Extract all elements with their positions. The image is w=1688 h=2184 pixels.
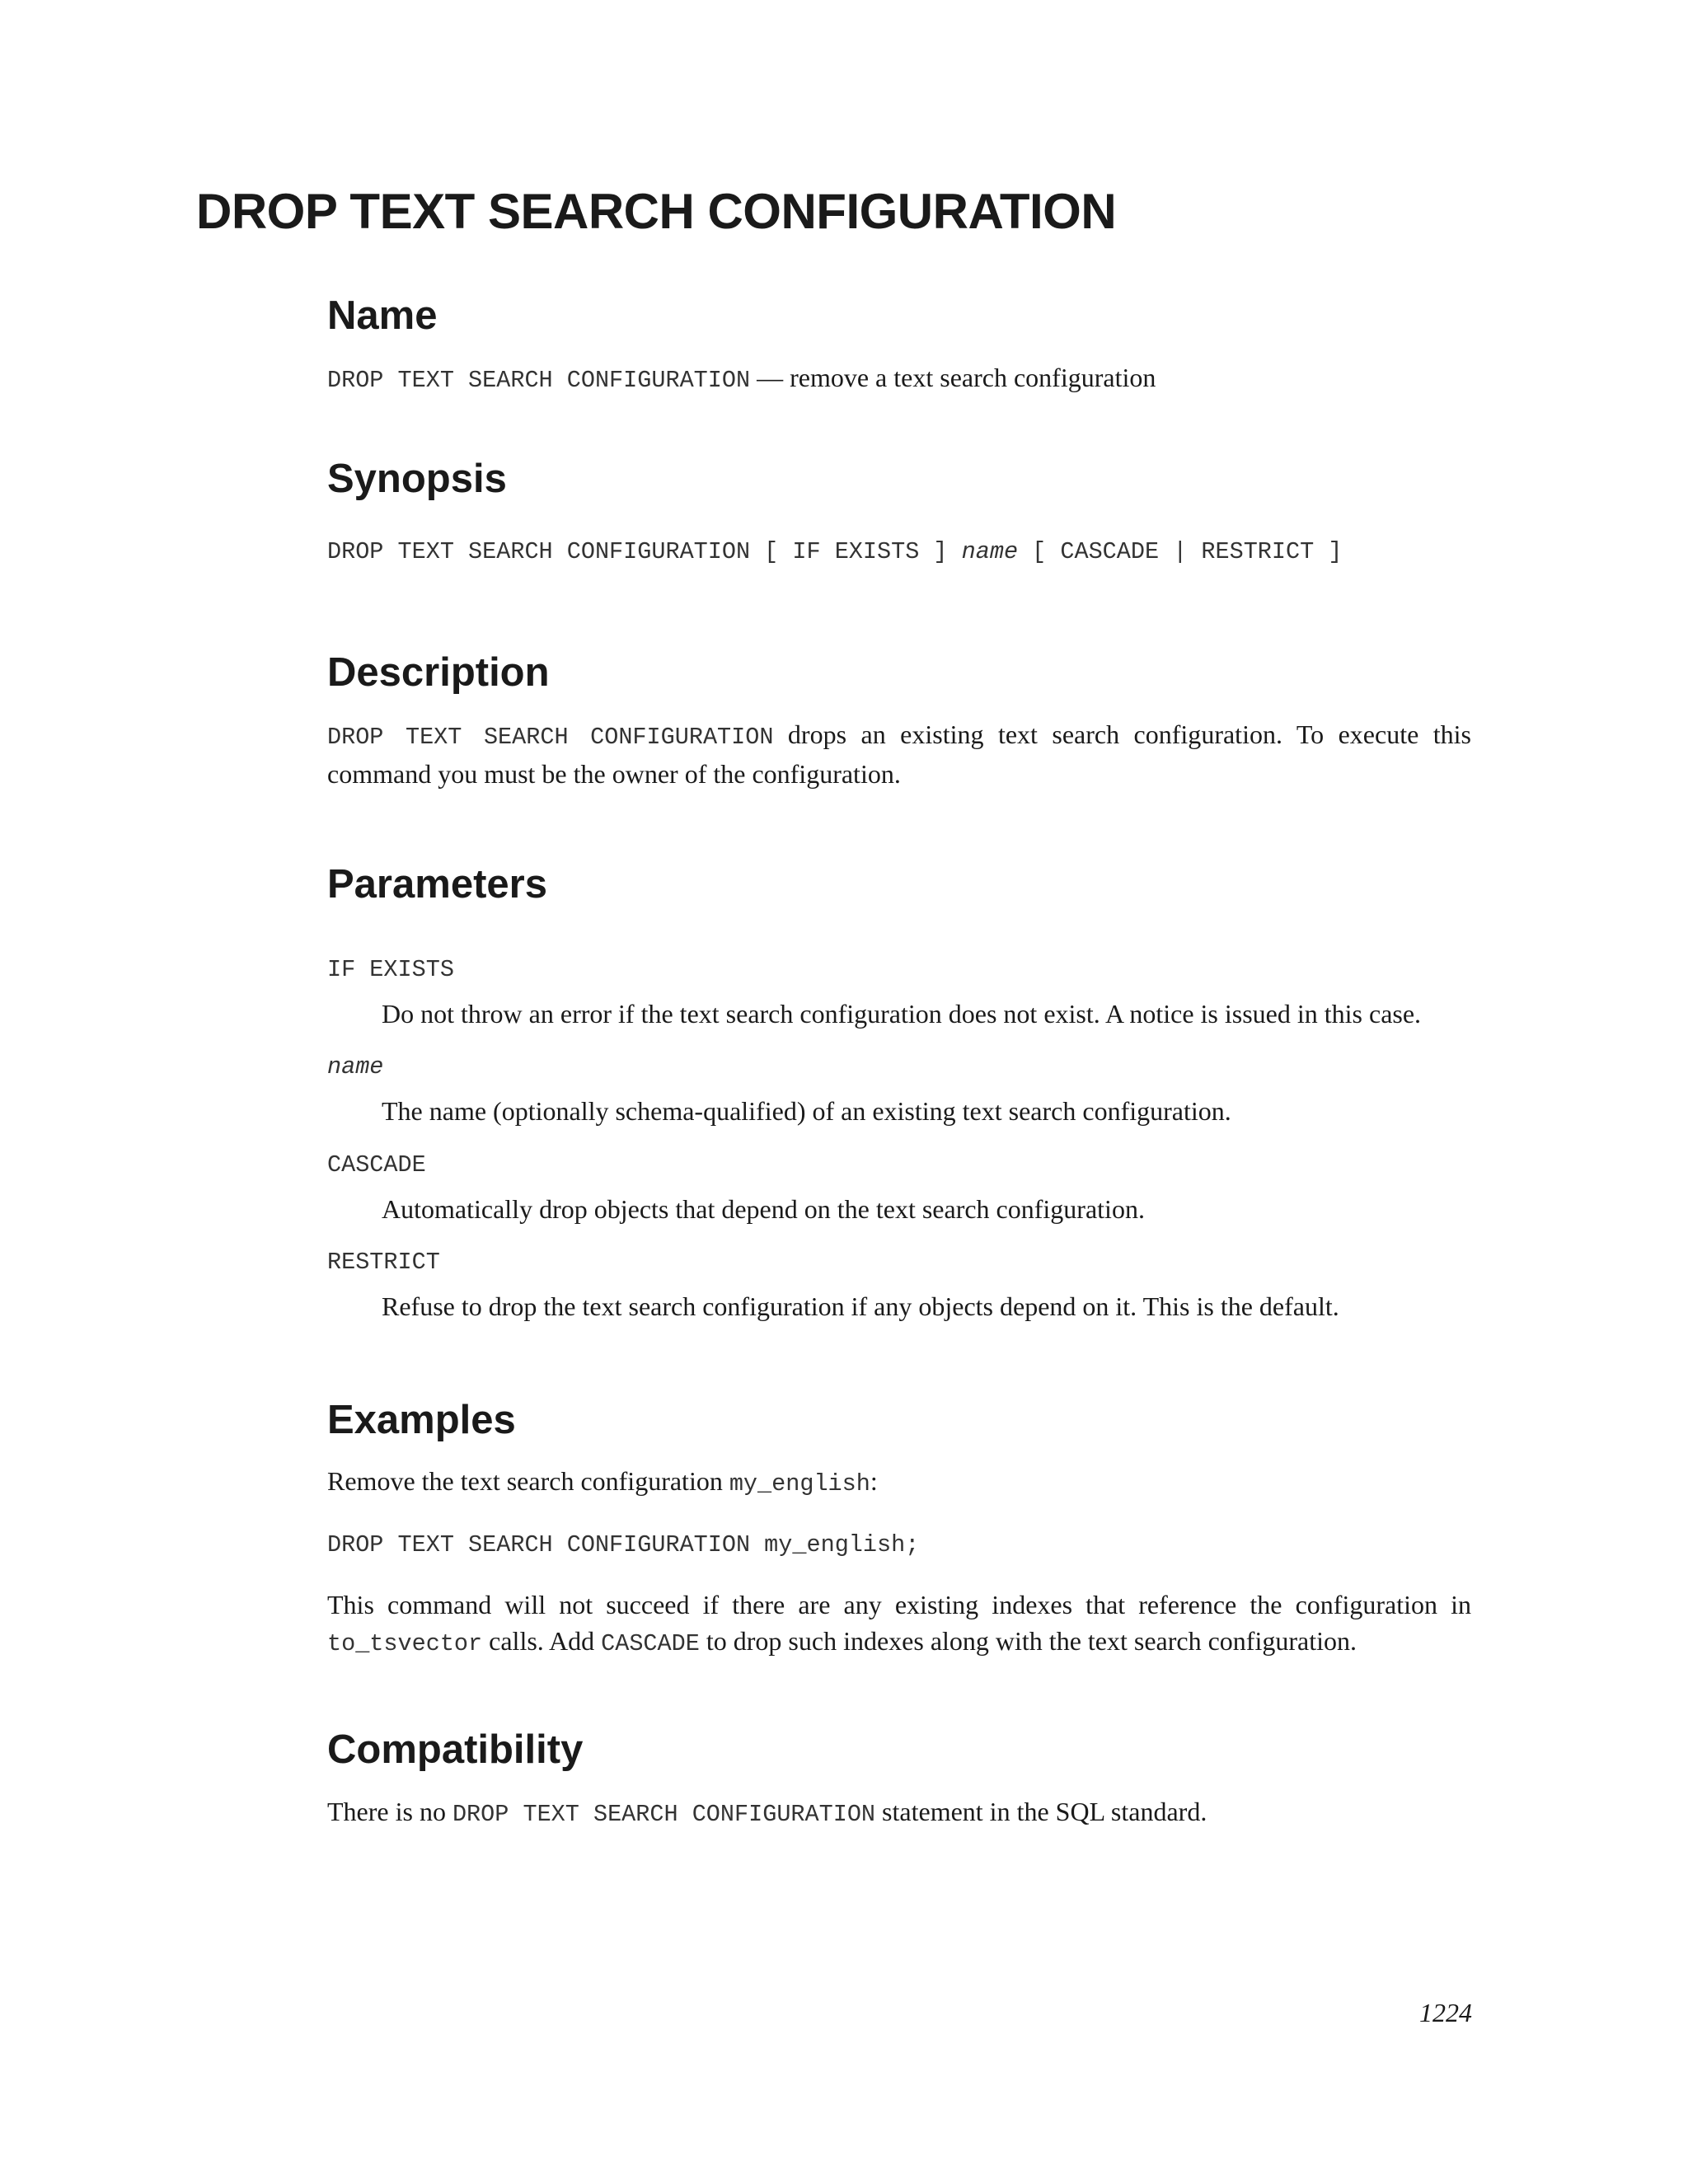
examples-note-a: This command will not succeed if there are any existing indexes that reference the configuration in: [327, 1590, 1471, 1619]
synopsis-part2: [ CASCADE | RESTRICT ]: [1018, 538, 1343, 565]
name-command: DROP TEXT SEARCH CONFIGURATION: [327, 367, 751, 394]
param-term-cascade: CASCADE: [327, 1151, 426, 1179]
synopsis-code: [327, 534, 1471, 570]
examples-note-c: to drop such indexes along with the text search configuration.: [699, 1626, 1357, 1656]
page-number: 1224: [1419, 1998, 1472, 2027]
examples-intro-end: :: [870, 1466, 878, 1496]
examples-code-block: DROP TEXT SEARCH CONFIGURATION my_english;: [327, 1531, 920, 1558]
description-command: DROP TEXT SEARCH CONFIGURATION: [327, 724, 774, 751]
compatibility-text: [327, 1793, 1471, 1833]
compatibility-text-a: There is no: [327, 1797, 452, 1826]
param-term-if-exists: IF EXISTS: [327, 956, 454, 983]
name-purpose: — remove a text search configuration: [750, 363, 1156, 392]
param-def-cascade: Automatically drop objects that depend on the text search configuration.: [382, 1194, 1145, 1224]
examples-note: [327, 1586, 1471, 1662]
description-text: [327, 716, 1471, 792]
synopsis-name-var: name: [961, 538, 1019, 565]
examples-intro-text: Remove the text search configuration: [327, 1466, 729, 1496]
synopsis-heading: Synopsis: [327, 457, 507, 501]
examples-note-code2: CASCADE: [601, 1630, 700, 1657]
name-heading: Name: [327, 293, 438, 338]
param-def-name: The name (optionally schema-qualified) of an existing text search configuration.: [382, 1096, 1231, 1126]
description-heading: Description: [327, 650, 550, 695]
param-def-if-exists: Do not throw an error if the text search configuration does not exist. A notice is issued in this case.: [382, 999, 1422, 1029]
parameters-heading: Parameters: [327, 862, 547, 907]
param-def-restrict: Refuse to drop the text search configuration if any objects depend on it. This is the default.: [382, 1291, 1339, 1321]
examples-intro-code: my_english: [729, 1470, 870, 1497]
examples-intro: [327, 1463, 1471, 1502]
description-body: drops an existing text search configuration. To execute this command you must be the owner of the configuration.: [327, 719, 1471, 789]
examples-note-code1: to_tsvector: [327, 1630, 483, 1657]
compatibility-heading: Compatibility: [327, 1727, 584, 1772]
compatibility-text-b: statement in the SQL standard.: [875, 1797, 1207, 1826]
examples-note-b: calls. Add: [482, 1626, 602, 1656]
synopsis-part1: DROP TEXT SEARCH CONFIGURATION [ IF EXISTS ]: [327, 538, 962, 565]
name-line: [327, 359, 1471, 399]
examples-heading: Examples: [327, 1398, 516, 1442]
param-term-name: name: [327, 1053, 384, 1080]
compatibility-command: DROP TEXT SEARCH CONFIGURATION: [452, 1801, 876, 1828]
param-term-restrict: RESTRICT: [327, 1249, 440, 1276]
page-title: DROP TEXT SEARCH CONFIGURATION: [196, 184, 1117, 239]
